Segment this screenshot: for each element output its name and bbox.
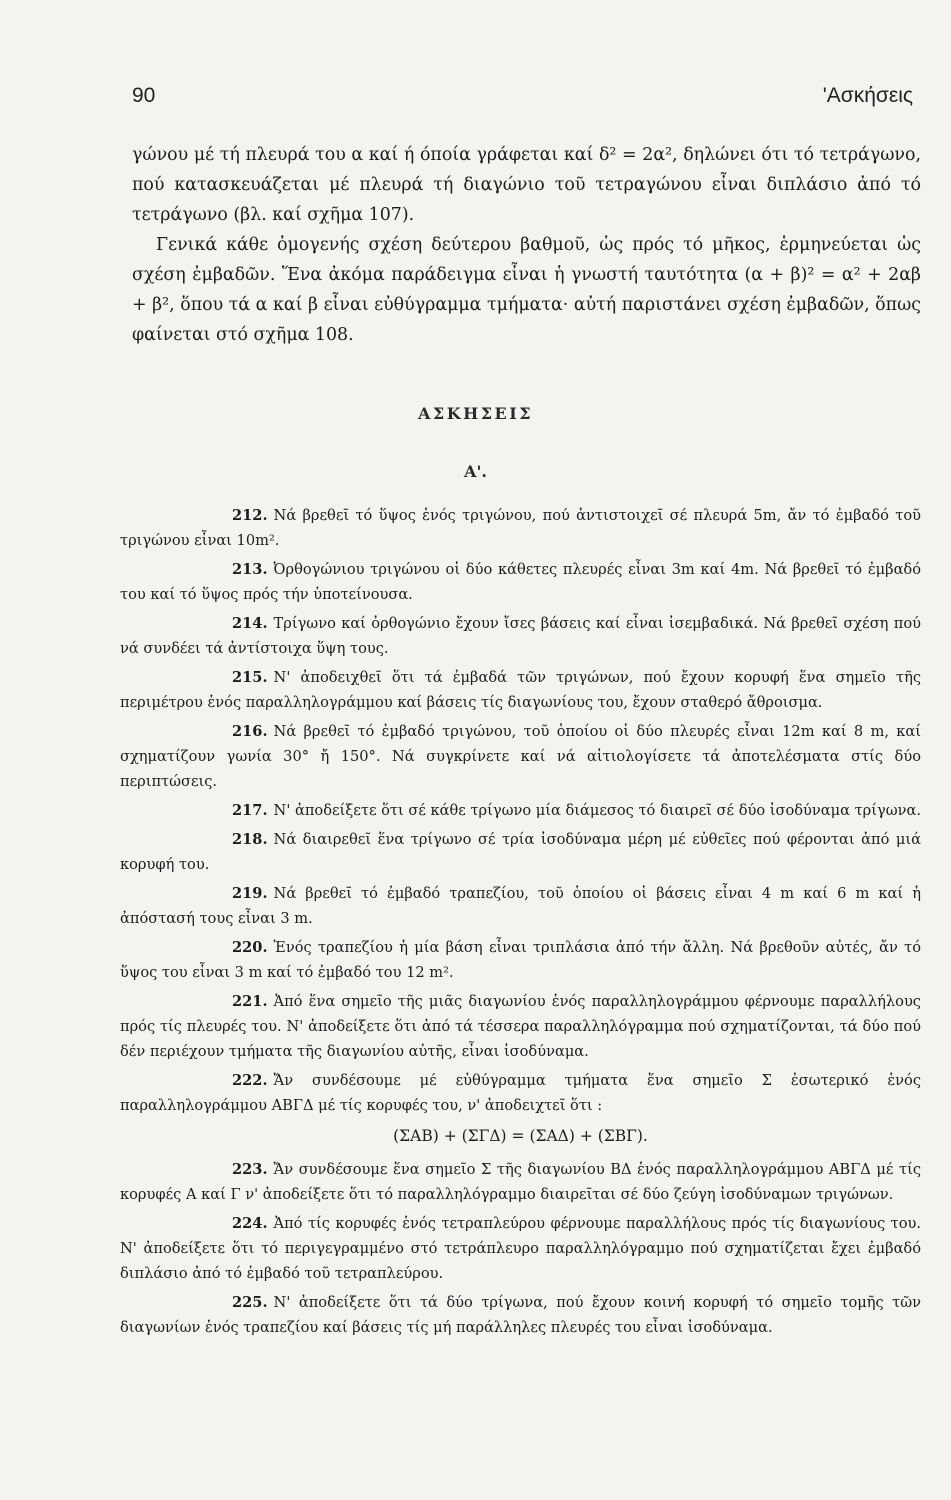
exercise-number: 222.	[232, 1072, 268, 1089]
exercise-219	[120, 881, 921, 931]
exercise-222	[120, 1068, 921, 1149]
exercise-text: Νά διαιρεθεῖ ἕνα τρίγωνο σέ τρία ἰσοδύναμα μέρη μέ εὐθεῖες πού φέρονται ἀπό μιά κορυφή του.	[120, 831, 921, 873]
exercise-text: Νά βρεθεῖ τό ἐμβαδό τριγώνου, τοῦ ὁποίου οἱ δύο πλευρές εἶναι 12m καί 8 m, καί σχηματίζουν γωνία 30° ἤ 150°. Νά συγκρίνετε καί νά αἰτιολογίσετε τά ἀποτελέσματα στίς δύο περιπτώσεις.	[120, 723, 921, 790]
exercise-number: 217.	[232, 802, 268, 819]
exercise-text: Ἑνός τραπεζίου ἡ μία βάση εἶναι τριπλάσια ἀπό τήν ἄλλη. Νά βρεθοῦν αὐτές, ἄν τό ὕψος του εἶναι 3 m καί τό ἐμβαδό του 12 m².	[120, 939, 921, 981]
exercise-225	[120, 1290, 921, 1340]
exercise-224	[120, 1211, 921, 1286]
exercise-text: Ν' ἀποδειχθεῖ ὅτι τά ἐμβαδά τῶν τριγώνων, πού ἔχουν κορυφή ἕνα σημεῖο τῆς περιμέτρου ἑνός παραλληλογράμμου καί βάσεις τίς διαγωνίους του, ἔχουν σταθερό ἄθροισμα.	[120, 669, 921, 711]
chapter-title: 'Ασκήσεις	[822, 84, 913, 107]
exercise-214	[120, 611, 921, 661]
exercise-213	[120, 557, 921, 607]
exercise-text: Τρίγωνο καί ὀρθογώνιο ἔχουν ἴσες βάσεις καί εἶναι ἰσεμβαδικά. Νά βρεθεῖ σχέση πού νά συνδέει τά ἀντίστοιχα ὕψη τους.	[120, 615, 921, 657]
exercise-text: Ἀπό ἕνα σημεῖο τῆς μιᾶς διαγωνίου ἑνός παραλληλογράμμου φέρνουμε παραλλήλους πρός τίς πλευρές του. Ν' ἀποδείξετε ὅτι ἀπό τά τέσσερα παραλληλόγραμμα πού σχηματίζονται, τά δύο πού δέν περιέχουν τμήματα τῆς διαγωνίου αὐτῆς, εἶναι ἰσοδύναμα.	[120, 993, 921, 1060]
exercise-221	[120, 989, 921, 1064]
exercise-215	[120, 665, 921, 715]
exercise-218	[120, 827, 921, 877]
exercise-number: 216.	[232, 723, 268, 740]
exercise-text: Ὀρθογώνιου τριγώνου οἱ δύο κάθετες πλευρές εἶναι 3m καί 4m. Νά βρεθεῖ τό ἐμβαδό του καί τό ὕψος πρός τήν ὑποτείνουσα.	[120, 561, 921, 603]
exercise-text: Ἀπό τίς κορυφές ἑνός τετραπλεύρου φέρνουμε παραλλήλους πρός τίς διαγωνίους του. Ν' ἀποδείξετε ὅτι τό περιγεγραμμένο στό τετράπλευρο παραλληλόγραμμο πού σχηματίζεται ἔχει ἐμβαδό διπλάσιο ἀπό τό ἐμβαδό τοῦ τετραπλεύρου.	[120, 1215, 921, 1282]
exercise-number: 213.	[232, 561, 268, 578]
exercise-number: 223.	[232, 1161, 268, 1178]
intro-paragraph-1: γώνου μέ τή πλευρά του α καί ή όποία γράφεται καί δ² = 2α², δηλώνει ότι τό τετράγωνο, πού κατασκευάζεται μέ πλευρά τή διαγώνιο τοῦ τετραγώνου εἶναι διπλάσιο ἀπό τό τετράγωνο (βλ. καί σχῆμα 107).	[132, 145, 921, 225]
exercise-223	[120, 1157, 921, 1207]
exercise-number: 212.	[232, 507, 268, 524]
exercise-text: Ν' ἀποδείξετε ὅτι σέ κάθε τρίγωνο μία διάμεσος τό διαιρεῖ σέ δύο ἰσοδύναμα τρίγωνα.	[273, 802, 921, 819]
exercise-number: 225.	[232, 1294, 268, 1311]
page-number: 90	[132, 84, 156, 107]
exercise-number: 224.	[232, 1215, 268, 1232]
exercise-text: Ἄν συνδέσουμε μέ εὐθύγραμμα τμήματα ἕνα σημεῖο Σ ἐσωτερικό ἑνός παραλληλογράμμου ΑΒΓΔ μέ τίς κορυφές του, ν' ἀποδειχτεῖ ὅτι :	[120, 1072, 921, 1114]
page-header	[132, 84, 913, 108]
exercise-217	[120, 798, 921, 823]
exercise-number: 215.	[232, 669, 268, 686]
exercise-number: 218.	[232, 831, 268, 848]
exercise-text: Ν' ἀποδείξετε ὅτι τά δύο τρίγωνα, πού ἔχουν κοινή κορυφή τό σημεῖο τομῆς τῶν διαγωνίων ἑνός τραπεζίου καί βάσεις τίς μή παράλληλες πλευρές του εἶναι ἰσοδύναμα.	[120, 1294, 921, 1336]
exercise-222-statement	[120, 1068, 921, 1118]
exercise-text: Νά βρεθεῖ τό ἐμβαδό τραπεζίου, τοῦ ὁποίου οἱ βάσεις εἶναι 4 m καί 6 m καί ἡ ἀπόστασή τους εἶναι 3 m.	[120, 885, 921, 927]
exercise-text: Νά βρεθεῖ τό ὕψος ἑνός τριγώνου, πού ἀντιστοιχεῖ σέ πλευρά 5m, ἄν τό ἐμβαδό τοῦ τριγώνου εἶναι 10m².	[120, 507, 921, 549]
intro-paragraph-2: Γενικά κάθε ὁμογενής σχέση δεύτερου βαθμοῦ, ὡς πρός τό μῆκος, ἑρμηνεύεται ὡς σχέση ἐμβαδῶν. Ἕνα ἀκόμα παράδειγμα εἶναι ἡ γνωστή ταυτότητα (α + β)² = α² + 2αβ + β², ὅπου τά α καί β εἶναι εὐθύγραμμα τμήματα· αὐτή παριστάνει σχέση ἐμβαδῶν, ὅπως φαίνεται στό σχῆμα 108.	[132, 235, 921, 345]
exercise-number: 214.	[232, 615, 268, 632]
exercise-212	[120, 503, 921, 553]
exercise-222-formula: (ΣΑΒ) + (ΣΓΔ) = (ΣΑΔ) + (ΣΒΓ).	[393, 1127, 648, 1145]
exercise-number: 221.	[232, 993, 268, 1010]
exercise-text: Ἄν συνδέσουμε ἕνα σημεῖο Σ τῆς διαγωνίου ΒΔ ἑνός παραλληλογράμμου ΑΒΓΔ μέ τίς κορυφές Α καί Γ ν' ἀποδείξετε ὅτι τό παραλληλόγραμμο διαιρεῖται σέ δύο ζεύγη ἰσοδύναμων τριγώνων.	[120, 1161, 921, 1203]
exercise-number: 220.	[232, 939, 268, 956]
exercise-number: 219.	[232, 885, 268, 902]
exercise-list	[120, 503, 921, 1344]
intro-text	[132, 140, 921, 350]
section-title: ΑΣΚΗΣΕΙΣ	[417, 404, 534, 423]
exercise-216	[120, 719, 921, 794]
exercise-220	[120, 935, 921, 985]
subsection-title: Α'.	[464, 462, 487, 481]
